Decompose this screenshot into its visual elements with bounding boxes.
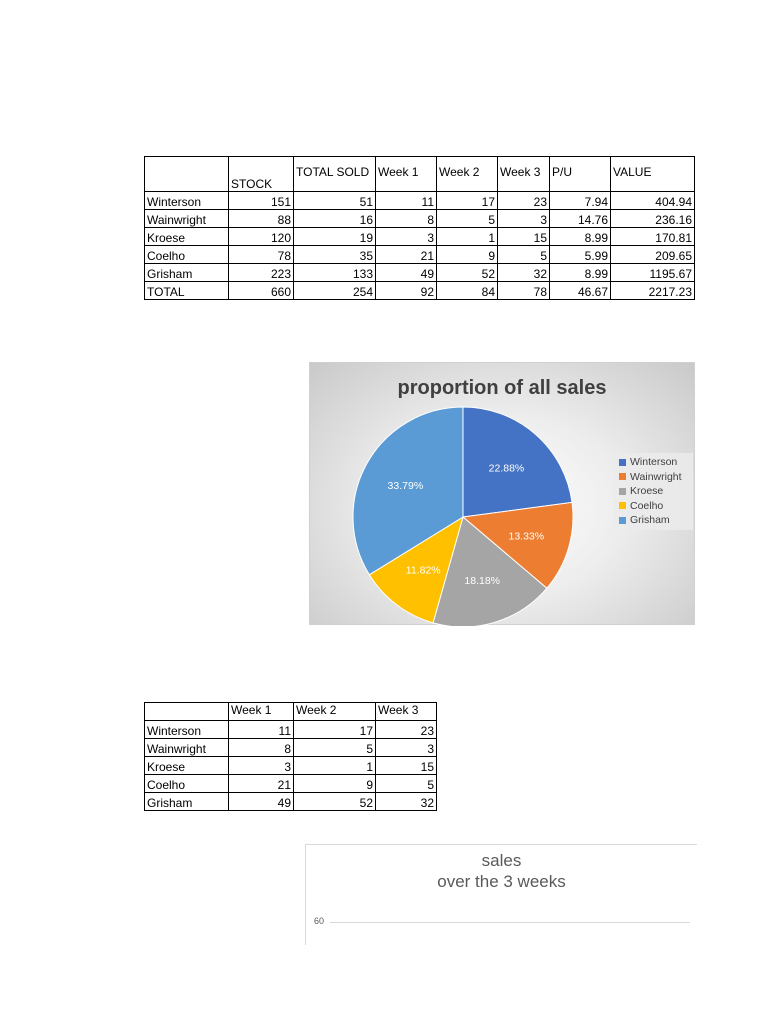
table2-header-cell: Week 2 bbox=[294, 703, 376, 721]
table2-cell: 49 bbox=[229, 793, 294, 811]
pie-data-label: 13.33% bbox=[508, 530, 545, 543]
table1-row-label: TOTAL bbox=[145, 282, 229, 300]
pie-chart-title: proportion of all sales bbox=[397, 377, 607, 399]
table1-cell: 8.99 bbox=[550, 264, 611, 282]
table1-row-label: Wainwright bbox=[145, 210, 229, 228]
pie-data-label: 18.18% bbox=[464, 575, 501, 588]
table1-row-label: Winterson bbox=[145, 192, 229, 210]
table2-cell: 21 bbox=[229, 775, 294, 793]
table2-row-label: Winterson bbox=[145, 721, 229, 739]
legend-label: Wainwright bbox=[630, 470, 682, 483]
table1-row-label: Kroese bbox=[145, 228, 229, 246]
table2-cell: 8 bbox=[229, 739, 294, 757]
table1-cell: 1195.67 bbox=[611, 264, 695, 282]
table1-cell: 15 bbox=[498, 228, 550, 246]
table2-cell: 15 bbox=[376, 757, 437, 775]
table1-header-cell: Week 3 bbox=[498, 157, 550, 192]
legend-swatch bbox=[619, 459, 626, 466]
table1-header-cell: Week 2 bbox=[437, 157, 498, 192]
table1-header-cell: Week 1 bbox=[376, 157, 437, 192]
table2-cell: 5 bbox=[294, 739, 376, 757]
table1-header-cell bbox=[145, 157, 229, 192]
legend-item bbox=[613, 455, 693, 470]
table1-cell: 120 bbox=[229, 228, 294, 246]
table1-row bbox=[145, 246, 695, 264]
pie-data-label: 11.82% bbox=[405, 564, 441, 577]
line-chart-title: sales bbox=[481, 851, 522, 870]
table1-cell: 23 bbox=[498, 192, 550, 210]
table1-cell: 46.67 bbox=[550, 282, 611, 300]
table1-cell: 5 bbox=[498, 246, 550, 264]
pie-data-label: 22.88% bbox=[488, 462, 525, 475]
legend-swatch bbox=[619, 473, 626, 480]
table2-header-cell: Week 1 bbox=[229, 703, 294, 721]
table2-cell: 5 bbox=[376, 775, 437, 793]
table2-cell: 1 bbox=[294, 757, 376, 775]
table2-cell: 9 bbox=[294, 775, 376, 793]
table2-row-label: Coelho bbox=[145, 775, 229, 793]
table2-row bbox=[145, 793, 437, 811]
table1-header-cell: STOCK bbox=[229, 157, 294, 192]
table1-cell: 9 bbox=[437, 246, 498, 264]
table2-row-label: Kroese bbox=[145, 757, 229, 775]
table1-row-label: Coelho bbox=[145, 246, 229, 264]
table1-row bbox=[145, 192, 695, 210]
legend-item bbox=[613, 499, 693, 514]
table1-cell: 170.81 bbox=[611, 228, 695, 246]
table1-cell: 21 bbox=[376, 246, 437, 264]
pie-chart bbox=[309, 362, 695, 625]
table2-cell: 23 bbox=[376, 721, 437, 739]
table1-cell: 2217.23 bbox=[611, 282, 695, 300]
legend-label: Kroese bbox=[630, 485, 664, 498]
table1-cell: 84 bbox=[437, 282, 498, 300]
line-chart-subtitle: over the 3 weeks bbox=[437, 872, 566, 891]
table1-cell: 3 bbox=[376, 228, 437, 246]
table1-cell: 254 bbox=[294, 282, 376, 300]
table2-cell: 3 bbox=[229, 757, 294, 775]
table2-cell: 52 bbox=[294, 793, 376, 811]
table2-row bbox=[145, 739, 437, 757]
table1-cell: 8 bbox=[376, 210, 437, 228]
table1-row bbox=[145, 210, 695, 228]
legend-item bbox=[613, 470, 693, 485]
table1-cell: 151 bbox=[229, 192, 294, 210]
table1-cell: 5.99 bbox=[550, 246, 611, 264]
gridline bbox=[330, 922, 690, 923]
table2-row-label: Wainwright bbox=[145, 739, 229, 757]
table1-header-cell: VALUE bbox=[611, 157, 695, 192]
table1-cell: 88 bbox=[229, 210, 294, 228]
table1-cell: 5 bbox=[437, 210, 498, 228]
stock-table bbox=[144, 156, 695, 300]
legend-label: Grisham bbox=[630, 514, 670, 527]
table2-header-row bbox=[145, 703, 437, 721]
table1-cell: 16 bbox=[294, 210, 376, 228]
legend-swatch bbox=[619, 517, 626, 524]
table2-header-cell bbox=[145, 703, 229, 721]
legend-label: Winterson bbox=[630, 456, 678, 469]
pie-data-label: 33.79% bbox=[387, 479, 424, 492]
table1-cell: 236.16 bbox=[611, 210, 695, 228]
pie-legend bbox=[613, 453, 693, 530]
legend-label: Coelho bbox=[630, 499, 664, 512]
table1-cell: 92 bbox=[376, 282, 437, 300]
table1-cell: 1 bbox=[437, 228, 498, 246]
table1-cell: 3 bbox=[498, 210, 550, 228]
table2-cell: 11 bbox=[229, 721, 294, 739]
table2-header-cell: Week 3 bbox=[376, 703, 437, 721]
legend-item bbox=[613, 513, 693, 528]
table1-cell: 49 bbox=[376, 264, 437, 282]
table1-cell: 19 bbox=[294, 228, 376, 246]
table1-cell: 52 bbox=[437, 264, 498, 282]
table1-header-cell: P/U bbox=[550, 157, 611, 192]
line-chart bbox=[305, 844, 697, 945]
table2-row bbox=[145, 775, 437, 793]
table1-cell: 51 bbox=[294, 192, 376, 210]
table1-cell: 78 bbox=[498, 282, 550, 300]
table2-row bbox=[145, 757, 437, 775]
table1-cell: 7.94 bbox=[550, 192, 611, 210]
legend-swatch bbox=[619, 502, 626, 509]
table2-cell: 17 bbox=[294, 721, 376, 739]
table1-row bbox=[145, 282, 695, 300]
table2-row bbox=[145, 721, 437, 739]
table1-cell: 11 bbox=[376, 192, 437, 210]
weekly-sales-table bbox=[144, 702, 437, 811]
table1-cell: 8.99 bbox=[550, 228, 611, 246]
legend-swatch bbox=[619, 488, 626, 495]
table2-cell: 3 bbox=[376, 739, 437, 757]
table1-cell: 32 bbox=[498, 264, 550, 282]
legend-item bbox=[613, 484, 693, 499]
table1-row bbox=[145, 264, 695, 282]
table2-cell: 32 bbox=[376, 793, 437, 811]
table1-cell: 17 bbox=[437, 192, 498, 210]
table1-cell: 404.94 bbox=[611, 192, 695, 210]
table1-cell: 223 bbox=[229, 264, 294, 282]
table1-row-label: Grisham bbox=[145, 264, 229, 282]
table1-cell: 133 bbox=[294, 264, 376, 282]
table1-cell: 209.65 bbox=[611, 246, 695, 264]
table1-row bbox=[145, 228, 695, 246]
table1-cell: 14.76 bbox=[550, 210, 611, 228]
table1-cell: 78 bbox=[229, 246, 294, 264]
table1-cell: 660 bbox=[229, 282, 294, 300]
table1-cell: 35 bbox=[294, 246, 376, 264]
table1-header-row bbox=[145, 157, 695, 192]
table2-row-label: Grisham bbox=[145, 793, 229, 811]
table1-header-cell: TOTAL SOLD bbox=[294, 157, 376, 192]
y-tick-label: 60 bbox=[314, 916, 325, 926]
